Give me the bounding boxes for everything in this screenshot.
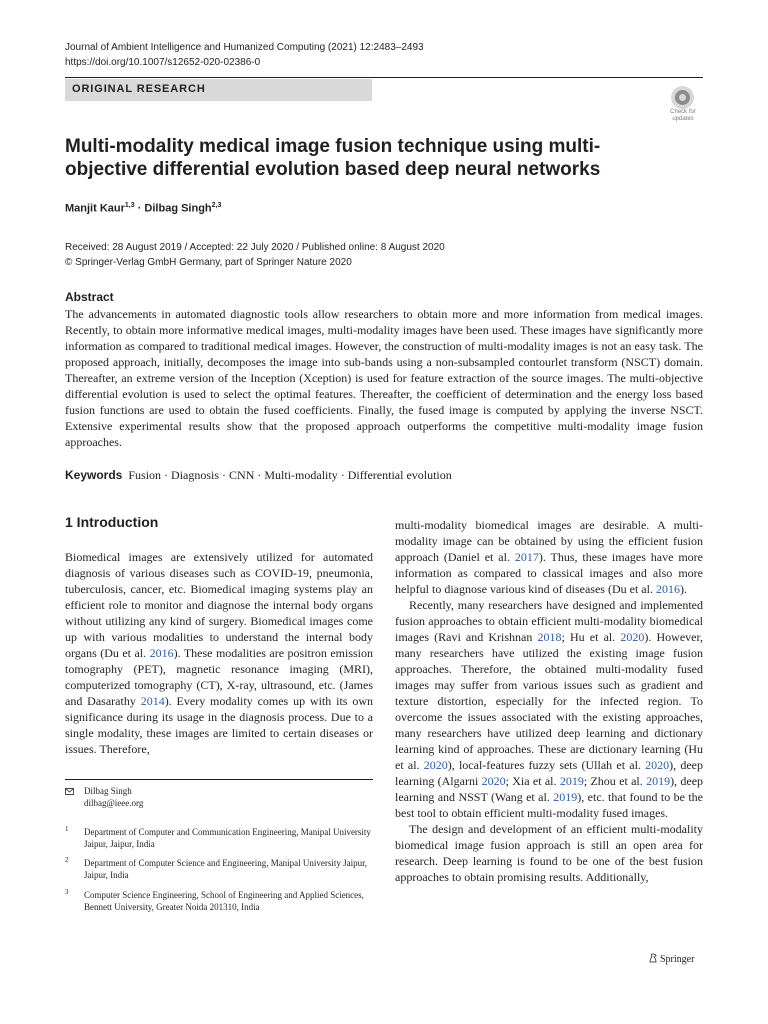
affiliation-number: 3: [65, 888, 69, 896]
author-2[interactable]: Dilbag Singh: [144, 202, 212, 215]
body-column-right: [395, 517, 703, 885]
citation-link[interactable]: 2017: [514, 550, 539, 564]
paragraph: Recently, many researchers have designed and implemented fusion approaches to obtain efficient multi-modality biomedical images (Ravi and Krishnan 2018; Hu et al. 2020). However, many researchers have utilized the existing image fusion approaches. Therefore, the obtained multi-modality fused images may suffer from various issues such as gradient and texture distortion, especially for the infected region. To overcome the issues associated with the existing approaches, many researchers have utilized deep learning and dictionary learning kind of approaches. These are dictionary learning (Hu et al. 2020), local-features fuzzy sets (Ullah et al. 2020), deep learning (Algarni 2020; Xia et al. 2019; Zhou et al. 2019), deep learning and NSST (Wang et al. 2019), etc. that found to be the best tool to obtain efficient multi-modality fused images.: [395, 598, 704, 820]
corresponding-author-email[interactable]: dilbag@ieee.org: [84, 798, 144, 808]
affiliation-1: Department of Computer and Communication Engineering, Manipal University Jaipur, Jaipur, India: [84, 827, 371, 849]
author-1-affiliations: 1,3: [124, 202, 135, 209]
citation-link[interactable]: 2019: [559, 774, 584, 788]
springer-horse-icon: [648, 953, 658, 963]
citation-link[interactable]: 2020: [620, 630, 645, 644]
citation-link[interactable]: 2016: [655, 582, 680, 596]
section-heading-introduction: 1 Introduction: [65, 514, 159, 530]
keywords-list: Fusion · Diagnosis · CNN · Multi-modality · Differential evolution: [128, 468, 452, 482]
abstract-body: The advancements in automated diagnostic tools allow researchers to obtain more and more information from medical images. Recently, to obtain more informative medical images, multi-modality images have been used. These images have significantly more information as compared to traditional medical images. However, the construction of multi-modality images is not an easy task. The proposed approach, initially, decomposes the image into sub-bands using a non-subsampled contourlet transform (NSCT) domain. Thereafter, an extreme version of the Inception (Xception) is used for feature extraction of the source images. The multi-objective differential evolution is used to select the optimal features. Thereafter, the coefficient of determination and the energy loss based fusion functions are used to obtain the fused coefficients. Finally, the fused image is computed by applying the inverse NSCT. Extensive experimental results show that the proposed approach outperforms the competitive multi-modality image fusion approaches.: [65, 307, 703, 449]
citation-link[interactable]: 2019: [646, 774, 671, 788]
publication-info: [65, 240, 445, 270]
affiliation-number: 1: [65, 825, 69, 833]
envelope-icon: [65, 788, 74, 795]
citation-link[interactable]: 2018: [537, 630, 562, 644]
journal-header: [65, 40, 424, 70]
publisher-name: Springer: [660, 954, 695, 965]
abstract-heading: Abstract: [65, 290, 114, 304]
author-list: [65, 202, 221, 215]
corresponding-author-name: Dilbag Singh: [84, 786, 132, 796]
check-for-updates-badge[interactable]: [663, 86, 703, 124]
paragraph: Biomedical images are extensively utilized for automated diagnosis of various diseases such as COVID-19, pneumonia, tuberculosis, cancer, etc. Biomedical imaging systems play an efficient role to monitor and diagnose the internal body organs without utilizing any kind of surgery. Biomedical images come up with various modalities to understand the internal body organs (Du et al. 2016). These modalities are positron emission tomography (PET), magnetic resonance imaging (MRI), computerized tomography (CT), X-ray, ultrasound, etc. (James and Dasarathy 2014). Every modality comes up with its own significance during its usage in the diagnosis process. Due to a single modality, these images are limited to certain diseases or issues. Therefore,: [65, 550, 373, 756]
section-label: ORIGINAL RESEARCH: [72, 83, 206, 95]
copyright-line: © Springer-Verlag GmbH Germany, part of Springer Nature 2020: [65, 257, 352, 268]
doi-link[interactable]: https://doi.org/10.1007/s12652-020-02386-0: [65, 57, 261, 68]
citation-link[interactable]: 2014: [140, 694, 165, 708]
badge-line-1: Check for: [670, 109, 696, 115]
header-rule: [65, 77, 703, 78]
citation-link[interactable]: 2016: [149, 646, 174, 660]
paragraph: The design and development of an efficient multi-modality biomedical image fusion approach is still an open area for research. Deep learning is found to be one of the best fusion approaches to obtain promising results. Additionally,: [395, 822, 703, 884]
paragraph: multi-modality biomedical images are desirable. A multi-modality image can be obtained by using the efficient fusion approach (Daniel et al. 2017). Thus, these images have more information as compared to classical images and also more helpful to diagnose various kind of diseases (Du et al. 2016).: [395, 518, 703, 596]
publication-history: Received: 28 August 2019 / Accepted: 22 July 2020 / Published online: 8 August 2020: [65, 242, 445, 253]
author-1[interactable]: Manjit Kaur: [65, 202, 125, 215]
body-column-left: [65, 549, 373, 757]
keywords: [65, 468, 452, 483]
author-separator: ·: [134, 202, 145, 215]
citation-link[interactable]: 2020: [645, 758, 670, 772]
publisher-logo: [648, 953, 694, 965]
badge-line-2: updates: [672, 116, 694, 122]
corresponding-author: [84, 785, 143, 809]
section-banner: [65, 79, 372, 101]
footnote-rule: [65, 779, 373, 780]
citation-link[interactable]: 2020: [481, 774, 506, 788]
citation-link[interactable]: 2020: [423, 758, 448, 772]
author-2-affiliations: 2,3: [211, 202, 222, 209]
journal-citation: Journal of Ambient Intelligence and Humanized Computing (2021) 12:2483–2493: [65, 42, 424, 53]
paper-title: Multi-modality medical image fusion technique using multi-objective differential evolution based deep neural networks: [65, 136, 601, 180]
citation-link[interactable]: 2019: [553, 790, 578, 804]
affiliation-3: Computer Science Engineering, School of Engineering and Applied Sciences, Bennett University, Greater Noida 201310, India: [84, 890, 364, 912]
affiliation-2: Department of Computer Science and Engineering, Manipal University Jaipur, Jaipur, India: [84, 858, 368, 880]
keywords-label: Keywords: [65, 468, 123, 482]
affiliation-number: 2: [65, 856, 69, 864]
